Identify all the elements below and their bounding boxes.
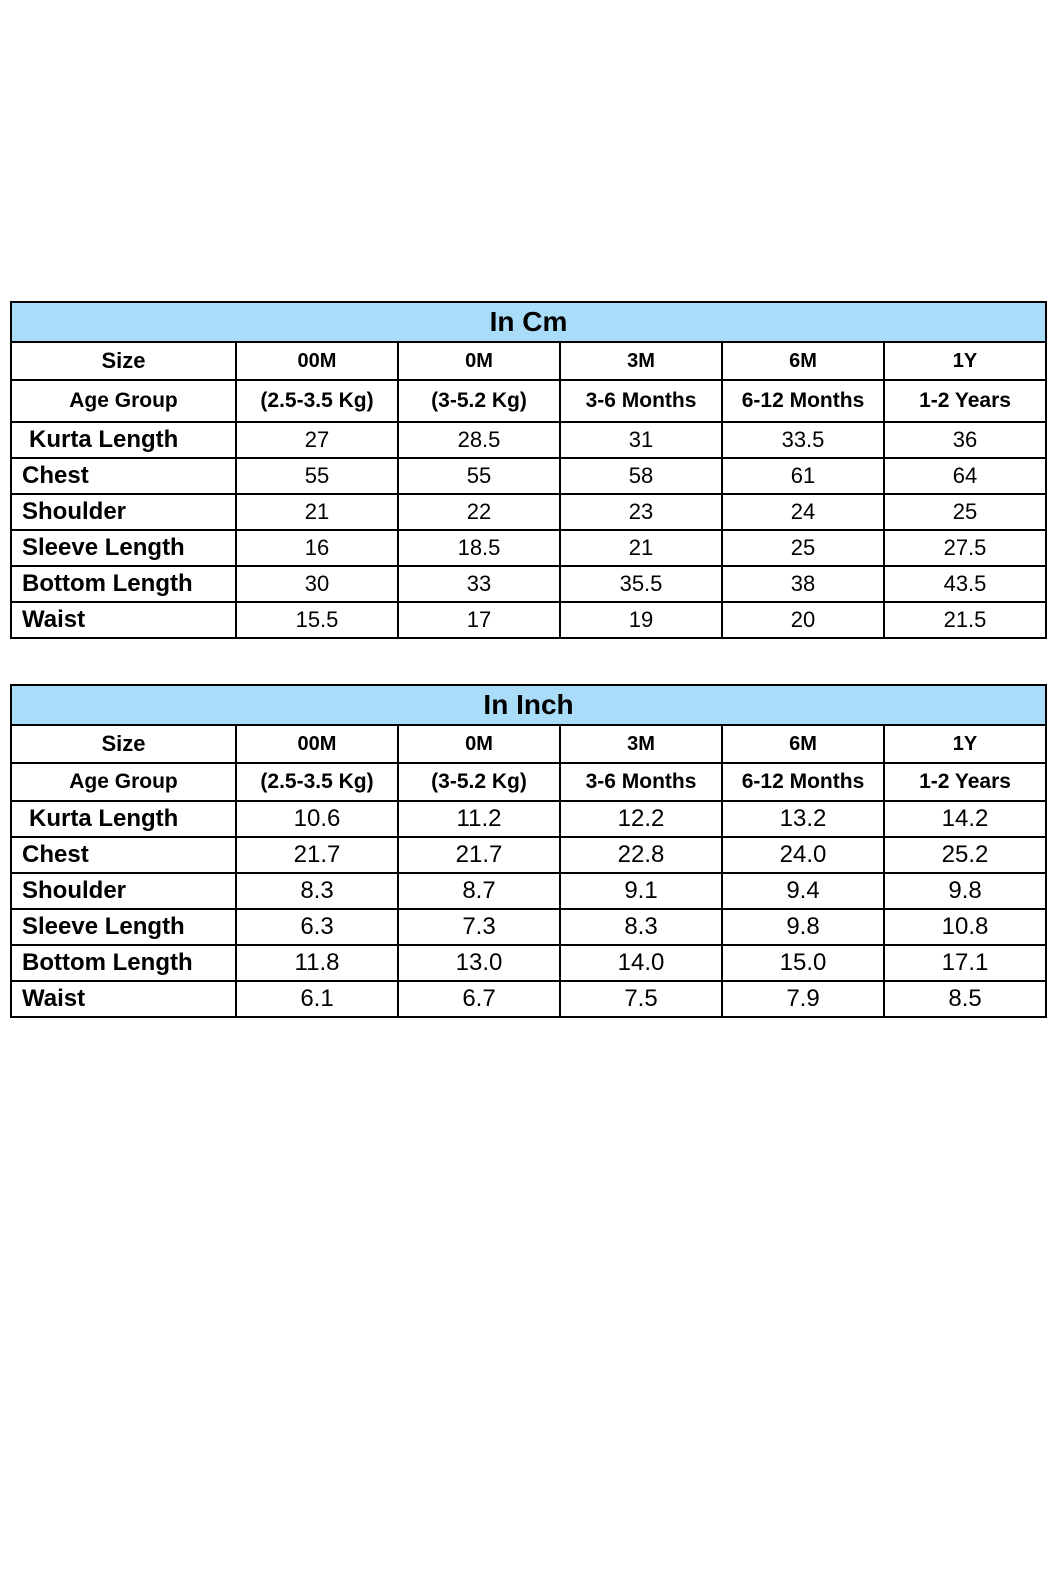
value-cell: 17.1	[884, 945, 1046, 981]
value-cell: 7.3	[398, 909, 560, 945]
value-cell: 9.8	[722, 909, 884, 945]
size-row	[11, 342, 1046, 380]
measurement-label: Shoulder	[11, 494, 236, 530]
table-row	[11, 602, 1046, 638]
value-cell: 22.8	[560, 837, 722, 873]
value-cell: 8.3	[236, 873, 398, 909]
table-row	[11, 909, 1046, 945]
size-label: Size	[11, 342, 236, 380]
value-cell: 43.5	[884, 566, 1046, 602]
value-cell: 14.0	[560, 945, 722, 981]
value-cell: 9.1	[560, 873, 722, 909]
value-cell: 28.5	[398, 422, 560, 458]
measurement-label: Shoulder	[11, 873, 236, 909]
measurement-label: Chest	[11, 458, 236, 494]
value-cell: 24	[722, 494, 884, 530]
age-group-label: Age Group	[11, 763, 236, 801]
value-cell: 31	[560, 422, 722, 458]
value-cell: 30	[236, 566, 398, 602]
size-cell: 3M	[560, 342, 722, 380]
value-cell: 15.0	[722, 945, 884, 981]
size-cell: 6M	[722, 342, 884, 380]
value-cell: 24.0	[722, 837, 884, 873]
value-cell: 15.5	[236, 602, 398, 638]
value-cell: 17	[398, 602, 560, 638]
value-cell: 21.7	[398, 837, 560, 873]
age-group-cell: 3-6 Months	[560, 763, 722, 801]
value-cell: 6.3	[236, 909, 398, 945]
table-title: In Cm	[11, 302, 1046, 342]
value-cell: 38	[722, 566, 884, 602]
value-cell: 13.2	[722, 801, 884, 837]
value-cell: 10.8	[884, 909, 1046, 945]
value-cell: 25.2	[884, 837, 1046, 873]
table-row	[11, 873, 1046, 909]
value-cell: 14.2	[884, 801, 1046, 837]
age-group-cell: 6-12 Months	[722, 380, 884, 422]
value-cell: 8.3	[560, 909, 722, 945]
value-cell: 18.5	[398, 530, 560, 566]
table-row	[11, 494, 1046, 530]
measurement-label: Chest	[11, 837, 236, 873]
size-cell: 1Y	[884, 342, 1046, 380]
value-cell: 12.2	[560, 801, 722, 837]
value-cell: 61	[722, 458, 884, 494]
age-group-cell: 6-12 Months	[722, 763, 884, 801]
value-cell: 36	[884, 422, 1046, 458]
value-cell: 9.8	[884, 873, 1046, 909]
age-group-cell: (2.5-3.5 Kg)	[236, 763, 398, 801]
size-cell: 0M	[398, 342, 560, 380]
value-cell: 16	[236, 530, 398, 566]
age-group-cell: 3-6 Months	[560, 380, 722, 422]
age-group-cell: 1-2 Years	[884, 763, 1046, 801]
measurement-label: Sleeve Length	[11, 530, 236, 566]
table-row	[11, 981, 1046, 1017]
value-cell: 33	[398, 566, 560, 602]
value-cell: 21.7	[236, 837, 398, 873]
value-cell: 20	[722, 602, 884, 638]
value-cell: 21.5	[884, 602, 1046, 638]
size-cell: 1Y	[884, 725, 1046, 763]
measurement-label: Sleeve Length	[11, 909, 236, 945]
age-group-label: Age Group	[11, 380, 236, 422]
measurement-label: Bottom Length	[11, 945, 236, 981]
value-cell: 27	[236, 422, 398, 458]
size-cell: 0M	[398, 725, 560, 763]
value-cell: 10.6	[236, 801, 398, 837]
measurement-label: Waist	[11, 602, 236, 638]
age-group-cell: (3-5.2 Kg)	[398, 763, 560, 801]
value-cell: 58	[560, 458, 722, 494]
table-row	[11, 566, 1046, 602]
value-cell: 6.7	[398, 981, 560, 1017]
value-cell: 22	[398, 494, 560, 530]
size-cell: 00M	[236, 725, 398, 763]
value-cell: 33.5	[722, 422, 884, 458]
table-row	[11, 837, 1046, 873]
size-label: Size	[11, 725, 236, 763]
size-row	[11, 725, 1046, 763]
value-cell: 23	[560, 494, 722, 530]
value-cell: 8.7	[398, 873, 560, 909]
value-cell: 13.0	[398, 945, 560, 981]
value-cell: 6.1	[236, 981, 398, 1017]
value-cell: 11.2	[398, 801, 560, 837]
value-cell: 7.9	[722, 981, 884, 1017]
measurement-label: Bottom Length	[11, 566, 236, 602]
table-title: In Inch	[11, 685, 1046, 725]
age-group-cell: 1-2 Years	[884, 380, 1046, 422]
table-row	[11, 458, 1046, 494]
size-cell: 6M	[722, 725, 884, 763]
age-group-row	[11, 380, 1046, 422]
table-row	[11, 530, 1046, 566]
size-cell: 00M	[236, 342, 398, 380]
size-chart-table-inch	[10, 684, 1047, 1018]
age-group-row	[11, 763, 1046, 801]
table-row	[11, 945, 1046, 981]
measurement-label: Kurta Length	[11, 422, 236, 458]
value-cell: 25	[884, 494, 1046, 530]
value-cell: 35.5	[560, 566, 722, 602]
value-cell: 55	[398, 458, 560, 494]
age-group-cell: (2.5-3.5 Kg)	[236, 380, 398, 422]
value-cell: 19	[560, 602, 722, 638]
value-cell: 7.5	[560, 981, 722, 1017]
value-cell: 55	[236, 458, 398, 494]
value-cell: 21	[236, 494, 398, 530]
age-group-cell: (3-5.2 Kg)	[398, 380, 560, 422]
value-cell: 25	[722, 530, 884, 566]
measurement-label: Kurta Length	[11, 801, 236, 837]
value-cell: 8.5	[884, 981, 1046, 1017]
table-row	[11, 422, 1046, 458]
value-cell: 9.4	[722, 873, 884, 909]
table-row	[11, 801, 1046, 837]
value-cell: 64	[884, 458, 1046, 494]
size-cell: 3M	[560, 725, 722, 763]
size-chart-table-cm	[10, 301, 1047, 639]
value-cell: 21	[560, 530, 722, 566]
value-cell: 27.5	[884, 530, 1046, 566]
value-cell: 11.8	[236, 945, 398, 981]
measurement-label: Waist	[11, 981, 236, 1017]
